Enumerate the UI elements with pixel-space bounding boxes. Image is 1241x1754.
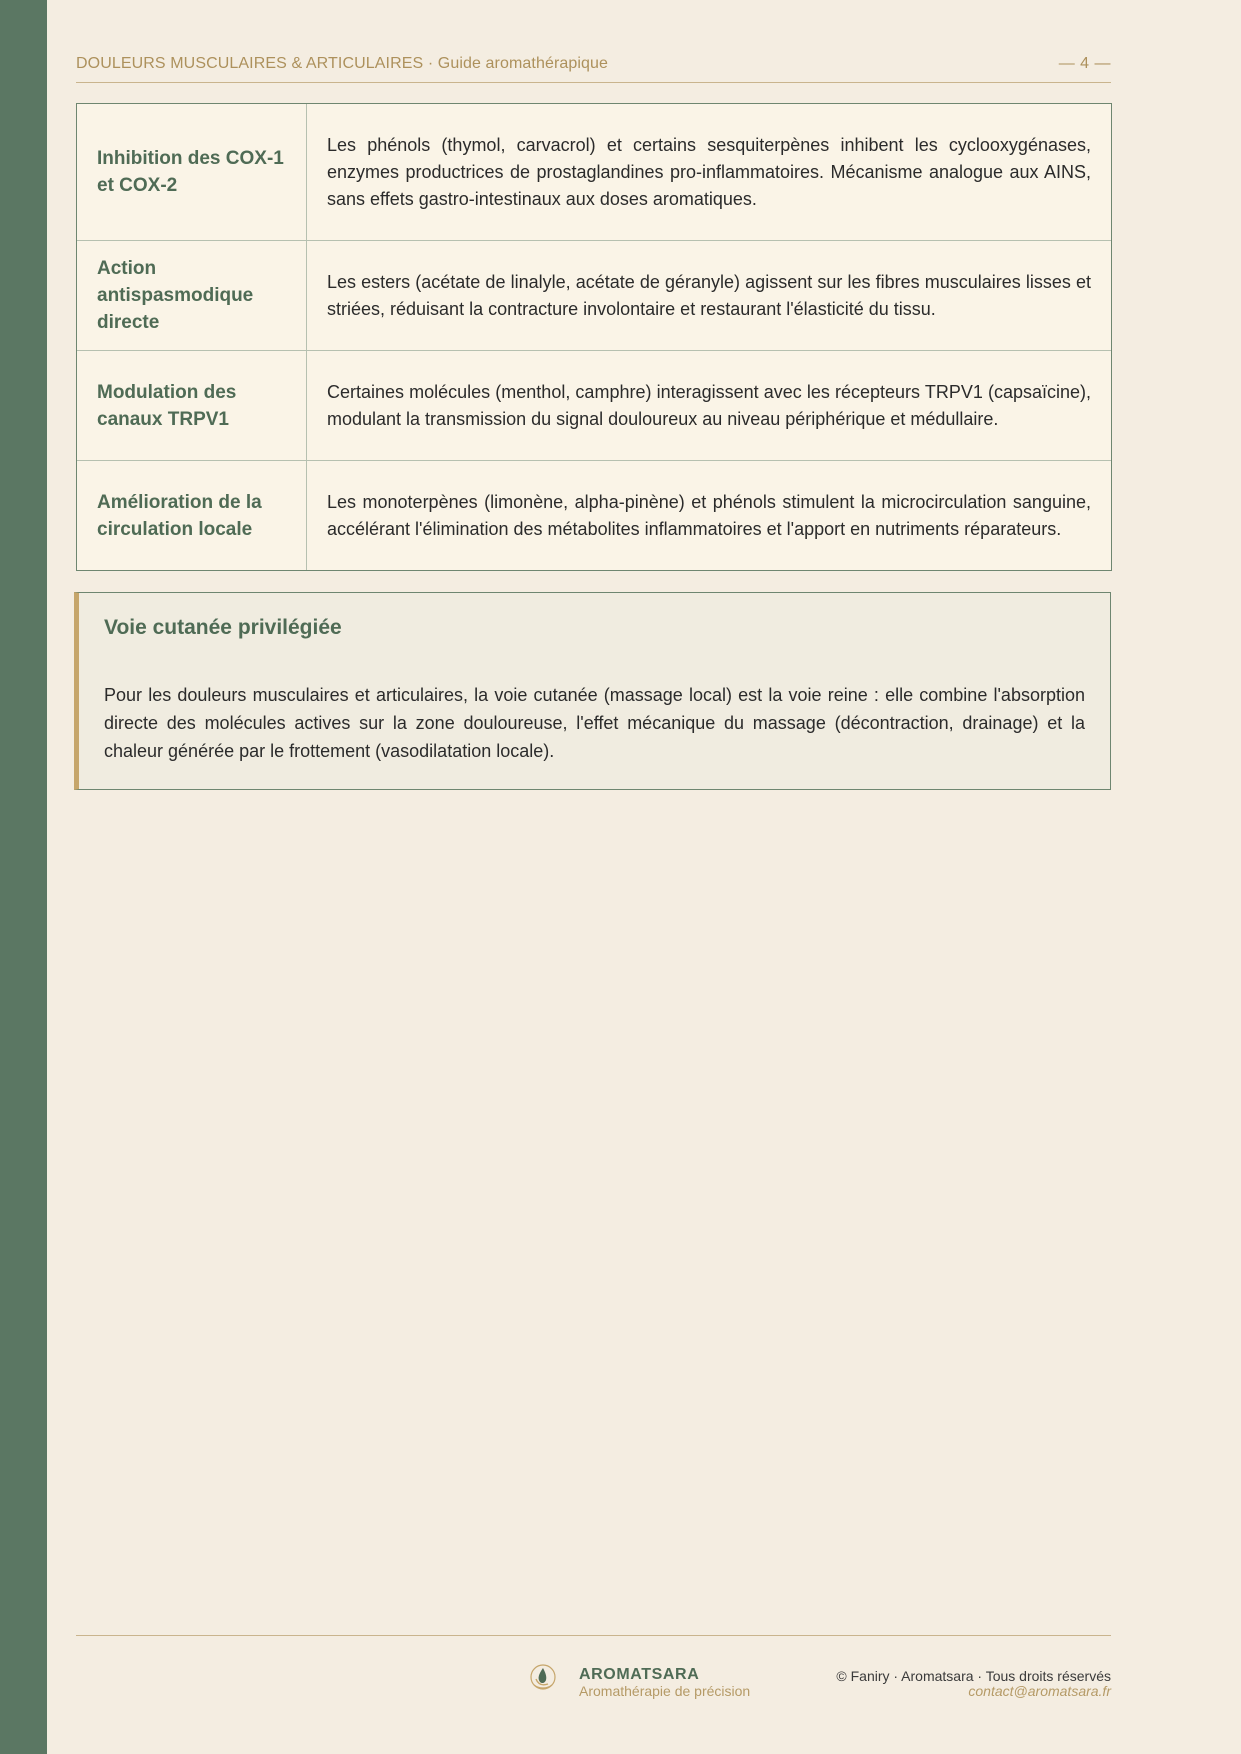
table-row <box>77 241 1112 351</box>
mechanisms-table <box>76 103 1112 571</box>
mechanism-description: Les phénols (thymol, carvacrol) et certains sesquiterpènes inhibent les cyclooxygénases, enzymes productrices de prostaglandines pro-inflammatoires. Mécanisme analogue aux AINS, sans effets gastro-intestinaux aux doses aromatiques. <box>307 104 1112 241</box>
copyright-notice: © Faniry · Aromatsara · Tous droits réservés <box>836 1668 1111 1684</box>
mechanism-label: Modulation des canaux TRPV1 <box>77 351 307 461</box>
contact-email[interactable]: contact@aromatsara.fr <box>968 1683 1111 1699</box>
mechanism-description: Certaines molécules (menthol, camphre) interagissent avec les récepteurs TRPV1 (capsaïcine), modulant la transmission du signal douloureux au niveau périphérique et médullaire. <box>307 351 1112 461</box>
header-title: DOULEURS MUSCULAIRES & ARTICULAIRES · Guide aromathérapique <box>76 55 609 72</box>
callout-text: Pour les douleurs musculaires et articulaires, la voie cutanée (massage local) est la voie reine : elle combine l'absorption directe des molécules actives sur la zone douloureuse, l'effet mécanique du massage (décontraction, drainage) et la chaleur générée par le frottement (vasodilatation locale). <box>104 685 1085 761</box>
info-callout <box>74 592 1111 790</box>
brand-tagline: Aromathérapie de précision <box>579 1683 751 1699</box>
page-header <box>76 55 1111 83</box>
mechanism-description: Les esters (acétate de linalyle, acétate de géranyle) agissent sur les fibres musculaires lisses et striées, réduisant la contracture involontaire et restaurant l'élasticité du tissu. <box>307 241 1112 351</box>
side-band <box>0 0 47 1754</box>
mechanism-label: Action antispasmodique directe <box>77 241 307 351</box>
footer-divider <box>76 1635 1111 1636</box>
page-number: — 4 — <box>1058 55 1111 72</box>
table-row <box>77 104 1112 241</box>
brand-name: AROMATSARA <box>579 1666 700 1683</box>
mechanism-description: Les monoterpènes (limonène, alpha-pinène) et phénols stimulent la microcirculation sanguine, accélérant l'élimination des métabolites inflammatoires et l'apport en nutriments réparateurs. <box>307 461 1112 571</box>
table-row <box>77 351 1112 461</box>
mechanism-label: Inhibition des COX-1 et COX-2 <box>77 104 307 241</box>
leaf-drop-logo-icon <box>528 1663 558 1693</box>
callout-title: Voie cutanée privilégiée <box>104 616 342 639</box>
table-row <box>77 461 1112 571</box>
mechanism-label: Amélioration de la circulation locale <box>77 461 307 571</box>
